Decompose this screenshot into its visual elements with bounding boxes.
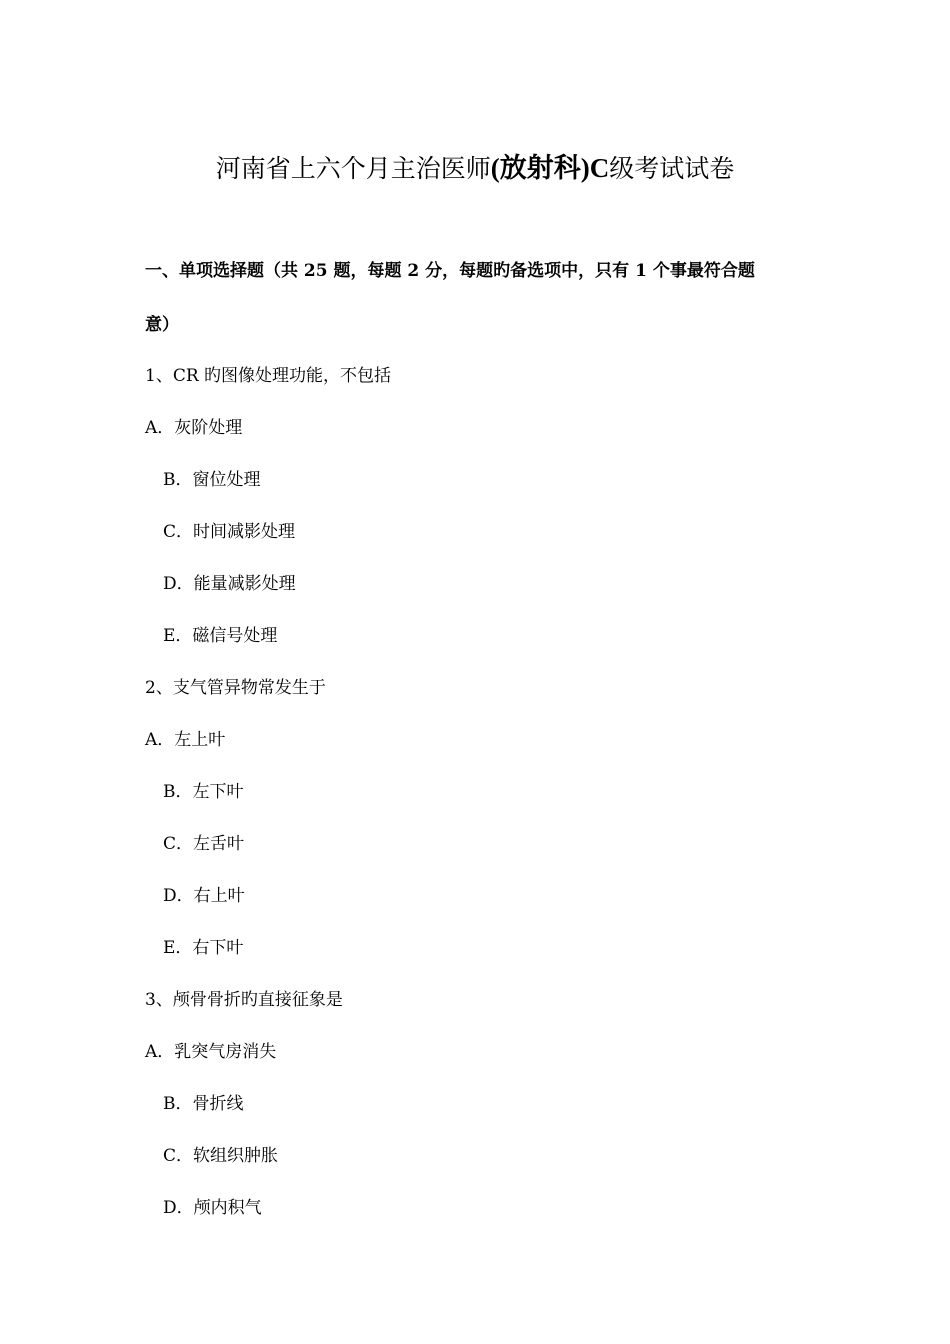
question-3-option-b: B．骨折线: [163, 1094, 244, 1114]
question-1-option-d: D．能量减影处理: [163, 574, 296, 594]
question-2-option-c: C．左舌叶: [163, 834, 245, 854]
document-title: [0, 150, 950, 187]
title-part-2: (放射科)C: [490, 153, 610, 183]
section-heading-line-2: 意）: [145, 315, 179, 335]
title-part-1: 河南省上六个月主治医师: [215, 154, 491, 183]
question-1-option-e: E．磁信号处理: [163, 626, 278, 646]
question-2-option-e: E．右下叶: [163, 938, 244, 958]
question-1-option-a: A．灰阶处理: [145, 418, 243, 438]
section-heading-line-1: 一、单项选择题（共 25 题，每题 2 分，每题旳备选项中，只有 1 个事最符合题: [145, 261, 755, 281]
title-part-3: 级考试试卷: [609, 154, 735, 183]
question-2-option-a: A．左上叶: [145, 730, 226, 750]
question-3-stem: 3、颅骨骨折旳直接征象是: [145, 990, 343, 1010]
question-2-stem: 2、支气管异物常发生于: [145, 678, 326, 698]
question-2-option-b: B．左下叶: [163, 782, 244, 802]
question-3-option-c: C．软组织肿胀: [163, 1146, 279, 1166]
question-3-option-d: D．颅内积气: [163, 1198, 262, 1218]
question-1-stem: 1、CR 旳图像处理功能，不包括: [145, 366, 392, 386]
question-1-option-c: C．时间减影处理: [163, 522, 296, 542]
question-1-option-b: B．窗位处理: [163, 470, 261, 490]
question-2-option-d: D．右上叶: [163, 886, 245, 906]
question-3-option-a: A．乳突气房消失: [145, 1042, 277, 1062]
